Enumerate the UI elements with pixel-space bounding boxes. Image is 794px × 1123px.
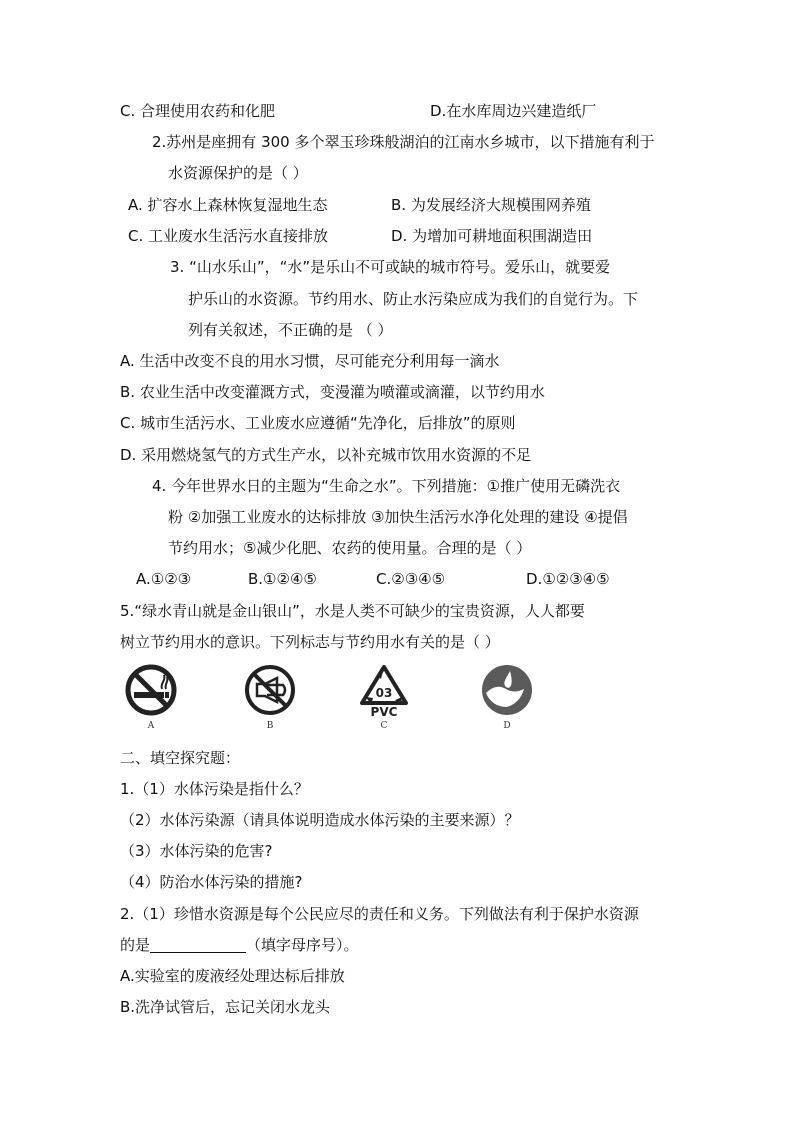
q4-option-b: B.①②④⑤ (248, 570, 317, 588)
no-honking-icon (243, 663, 297, 717)
section-heading: 二、填空探究题： (120, 749, 241, 767)
q3-stem-line-3: 列有关叙述，不正确的是 （ ） (188, 321, 393, 339)
q2-option-d: D. 为增加可耕地面积围湖造田 (391, 227, 593, 245)
s2-q2-stem-line-2 (120, 935, 359, 955)
s2-q1-part1: 1.（1）水体污染是指什么？ (120, 780, 309, 798)
icon-label-c: C (380, 721, 388, 731)
s2-q2-stem-suffix: （填字母序号）。 (246, 936, 359, 954)
q2-stem-line-1: 2.苏州是座拥有 300 多个翠玉珍珠般湖泊的江南水乡城市，以下措施有利于 (152, 133, 655, 151)
q4-option-d: D.①②③④⑤ (526, 570, 610, 588)
q5-stem-line-2: 树立节约用水的意识。下列标志与节约用水有关的是（ ） (120, 633, 500, 651)
q1-option-d: D.在水库周边兴建造纸厂 (430, 102, 597, 120)
icon-label-b: B (266, 721, 274, 731)
pvc-recycle-icon (357, 663, 411, 717)
q2-option-c: C. 工业废水生活污水直接排放 (128, 227, 329, 245)
icon-label-a: A (147, 721, 155, 731)
s2-q1-part3: （3）水体污染的危害? (120, 842, 273, 860)
s2-q2-stem-prefix: 的是 (120, 936, 151, 954)
s2-q1-part4: （4）防治水体污染的措施? (120, 873, 303, 891)
q3-stem-line-1: 3. “山水乐山”，“水”是乐山不可或缺的城市符号。爱乐山，就要爱 (170, 258, 611, 276)
q3-option-c: C. 城市生活污水、工业废水应遵循“先净化，后排放”的原则 (120, 414, 516, 432)
q3-option-b: B. 农业生活中改变灌溉方式，变漫灌为喷灌或滴灌，以节约用水 (120, 383, 545, 401)
no-smoking-icon (124, 663, 178, 717)
q4-option-a: A.①②③ (136, 570, 192, 588)
s2-q2-stem-line-1: 2.（1）珍惜水资源是每个公民应尽的责任和义务。下列做法有利于保护水资源 (120, 905, 639, 923)
s2-q2-option-a: A.实验室的废液经处理达标后排放 (120, 967, 345, 985)
pvc-text: PVC (370, 705, 398, 717)
q5-stem-line-1: 5.“绿水青山就是金山银山”，水是人类不可缺少的宝贵资源，人人都要 (120, 602, 585, 620)
q4-option-c: C.②③④⑤ (376, 570, 446, 588)
q4-stem-line-1: 4. 今年世界水日的主题为“生命之水”。下列措施：①推广使用无磷洗衣 (152, 477, 621, 495)
q2-option-b: B. 为发展经济大规模围网养殖 (391, 196, 591, 214)
q4-stem-line-2: 粉 ②加强工业废水的达标排放 ③加快生活污水净化处理的建设 ④提倡 (168, 508, 628, 526)
q2-option-a: A. 扩容水上森林恢复湿地生态 (128, 196, 328, 214)
q3-option-d: D. 采用燃烧氢气的方式生产水，以补充城市饮用水资源的不足 (120, 446, 532, 464)
answer-blank[interactable] (150, 936, 246, 953)
q4-stem-line-3: 节约用水；⑤减少化肥、农药的使用量。合理的是（ ） (168, 539, 532, 557)
q1-option-c: C. 合理使用农药和化肥 (120, 102, 276, 120)
pvc-code: 03 (375, 686, 393, 700)
icon-label-d: D (503, 721, 511, 731)
water-saving-icon (480, 663, 534, 717)
q3-stem-line-2: 护乐山的水资源。节约用水、防止水污染应成为我们的自觉行为。下 (188, 290, 639, 308)
q3-option-a: A. 生活中改变不良的用水习惯，尽可能充分利用每一滴水 (120, 352, 500, 370)
s2-q1-part2: （2）水体污染源（请具体说明造成水体污染的主要来源）？ (120, 811, 520, 829)
s2-q2-option-b: B.洗净试管后，忘记关闭水龙头 (120, 998, 331, 1016)
q2-stem-line-2: 水资源保护的是（ ） (168, 164, 308, 182)
